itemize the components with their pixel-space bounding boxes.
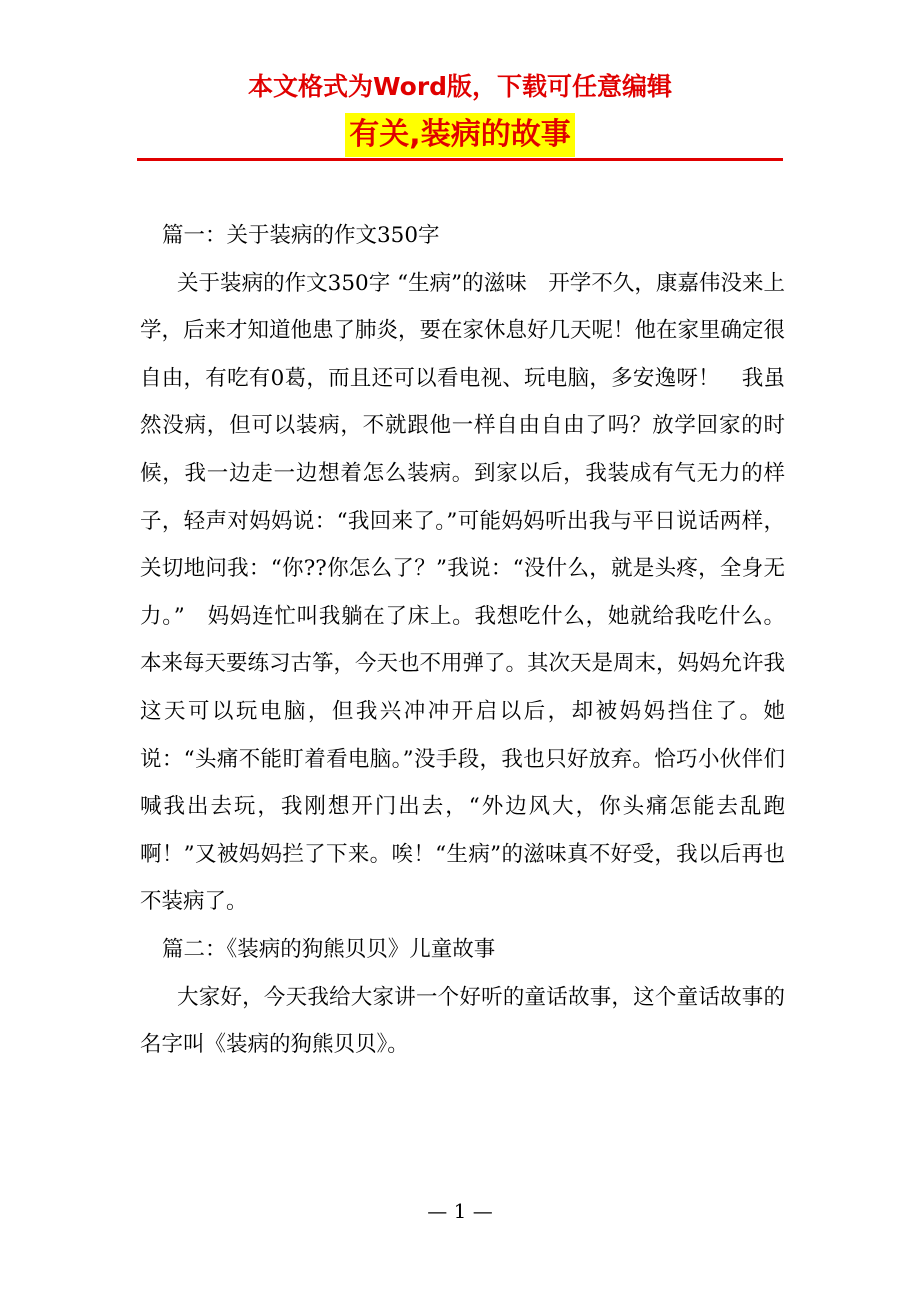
section-paragraph-1: 关于装病的作文350字 “生病”的滋味 开学不久，康嘉伟没来上学，后来才知道他患了肺炎，要在家休息好几天呢！他在家里确定很自由，有吃有0葛，而且还可以看电视、玩电脑，多安逸呀！ 我虽然没病，但可以装病，不就跟他一样自由自由了吗？放学回家的时候，我一边走一边想着怎么装病。到家以后，我装成有气无力的样子，轻声对妈妈说：“我回来了。”可能妈妈听出我与平日说话两样，关切地问我：“你??你怎么了？”我说：“没什么，就是头疼，全身无力。” 妈妈连忙叫我躺在了床上。我想吃什么，她就给我吃什么。本来每天要练习古筝，今天也不用弹了。其次天是周末，妈妈允许我这天可以玩电脑，但我兴冲冲开启以后，却被妈妈挡住了。她说：“头痛不能盯着看电脑。”没手段，我也只好放弃。恰巧小伙伴们喊我出去玩，我刚想开门出去，“外边风大，你头痛怎能去乱跑啊！”又被妈妈拦了下来。唉！“生病”的滋味真不好受，我以后再也不装病了。 <box>140 270 786 915</box>
section-paragraph-2: 大家好，今天我给大家讲一个好听的童话故事，这个童话故事的名字叫《装病的狗熊贝贝》。 <box>140 984 785 1058</box>
format-notice: 本文格式为Word版，下载可任意编辑 <box>247 72 673 101</box>
section-heading-2: 篇二：《装病的狗熊贝贝》儿童故事 <box>162 936 496 962</box>
header-divider <box>137 158 783 161</box>
section-heading-1: 篇一：关于装病的作文350字 <box>162 223 440 248</box>
document-body <box>140 212 785 1069</box>
document-title: 有关,装病的故事 <box>345 113 574 157</box>
title-container <box>0 113 920 157</box>
page-number: — 1 — <box>427 1199 493 1223</box>
